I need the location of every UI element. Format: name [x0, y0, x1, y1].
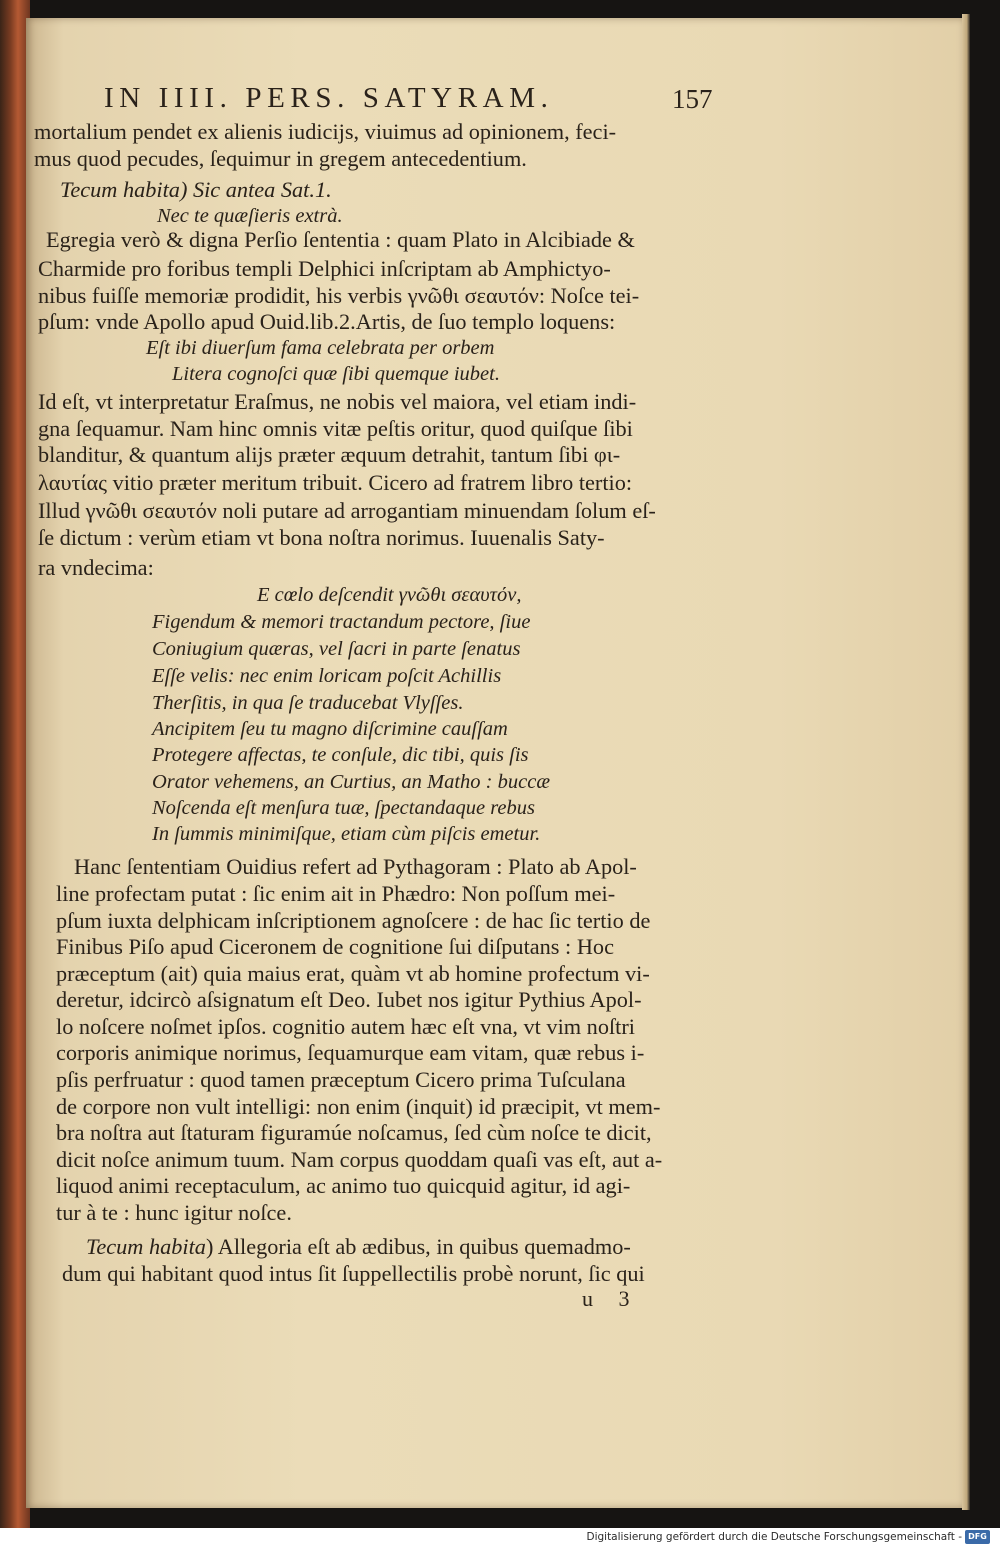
lemma-italic: Tecum habita	[86, 1234, 206, 1259]
text-line: Illud γνῶθι σεαυτόν noli putare ad arrogantiam minuendam ſolum eſ-	[38, 498, 656, 523]
dfg-logo-text: DFG	[968, 1532, 987, 1541]
verse-line: Orator vehemens, an Curtius, an Matho : buccæ	[152, 771, 550, 793]
page-number: 157	[672, 84, 713, 114]
verse-line: In ſummis minimiſque, etiam cùm piſcis emetur.	[152, 823, 541, 845]
text-line: pſis perfruatur : quod tamen præceptum Cicero prima Tuſculana	[56, 1067, 626, 1092]
verse-line: Figendum & memori tractandum pectore, ſiue	[152, 611, 531, 633]
text-line: Egregia verò & digna Perſio ſententia : quam Plato in Alcibiade &	[46, 227, 635, 252]
verse-line: Noſcenda eſt menſura tuæ, ſpectandaque rebus	[152, 797, 535, 819]
verse-line: Coniugium quæras, vel ſacri in parte ſenatus	[152, 638, 521, 660]
text-line: præceptum (ait) quia maius erat, quàm vt ab homine profectum vi-	[56, 961, 650, 986]
funding-credit: Digitalisierung gefördert durch die Deutsche Forschungsgemeinschaft -	[586, 1531, 962, 1543]
text-line: lo noſcere noſmet ipſos. cognitio autem hæc eſt vna, vt vim noſtri	[56, 1014, 635, 1039]
text-line: dum qui habitant quod intus ſit ſuppellectilis probè norunt, ſic qui	[62, 1261, 645, 1286]
text-line: bra noſtra aut ſtaturam figuramúe noſcamus, ſed cùm noſce te dicit,	[56, 1120, 652, 1145]
text-line: dicit noſce animum tuum. Nam corpus quoddam quaſi vas eſt, aut a-	[56, 1147, 663, 1172]
text-line: ſe dictum : verùm etiam vt bona noſtra norimus. Iuuenalis Saty-	[38, 525, 605, 550]
verse-line: Litera cognoſci quæ ſibi quemque iubet.	[172, 363, 500, 385]
text-line: de corpore non vult intelligi: non enim (inquit) id præcipit, vt mem-	[56, 1094, 661, 1119]
text-line: λαυτίας vitio præter meritum tribuit. Cicero ad fratrem libro tertio:	[38, 470, 633, 495]
text-line: mus quod pecudes, ſequimur in gregem antecedentium.	[34, 146, 527, 171]
verse-line: Nec te quæſieris extrà.	[157, 205, 343, 227]
verse-line: Eſt ibi diuerſum fama celebrata per orbem	[146, 337, 495, 359]
text-line: blanditur, & quantum alijs præter æquum detrahit, tantum ſibi φι-	[38, 442, 621, 467]
text-line: nibus fuiſſe memoriæ prodidit, his verbis γνῶθι σεαυτόν: Noſce tei-	[38, 283, 640, 308]
verse-line: E cœlo deſcendit γνῶθι σεαυτόν,	[257, 584, 522, 606]
signature-mark: u 3	[582, 1286, 640, 1311]
text-line: gna ſequamur. Nam hinc omnis vitæ peſtis oritur, quod quiſque ſibi	[38, 416, 633, 441]
text-line: Charmide pro foribus templi Delphici inſcriptam ab Amphictyo-	[38, 256, 611, 281]
text-line: Id eſt, vt interpretatur Eraſmus, ne nobis vel maiora, vel etiam indi-	[38, 389, 637, 414]
text-line: pſum iuxta delphicam inſcriptionem agnoſcere : de hac ſic tertio de	[56, 908, 651, 933]
verse-line: Therſitis, in qua ſe traducebat Vlyſſes.	[152, 692, 464, 714]
verse-line: Eſſe velis: nec enim loricam poſcit Achillis	[152, 665, 502, 687]
running-head: IN IIII. PERS. SATYRAM.	[104, 82, 554, 114]
lemma-line: Tecum habita) Sic antea Sat.1.	[60, 177, 332, 202]
text-line: Finibus Piſo apud Ciceronem de cognitione ſui diſputans : Hoc	[56, 934, 614, 959]
text-line: deretur, idcircò aſsignatum eſt Deo. Iubet nos igitur Pythius Apol-	[56, 987, 642, 1012]
text-line: mortalium pendet ex alienis iudicijs, viuimus ad opinionem, feci-	[34, 119, 617, 144]
verse-line: Ancipitem ſeu tu magno diſcrimine cauſſam	[152, 718, 508, 740]
text-line: Hanc ſententiam Ouidius refert ad Pythagoram : Plato ab Apol-	[74, 854, 637, 879]
text-line: ra vndecima:	[38, 555, 154, 580]
text-line: liquod animi receptaculum, ac animo tuo quicquid agitur, id agi-	[56, 1173, 631, 1198]
text-line: pſum: vnde Apollo apud Ouid.lib.2.Artis, de ſuo templo loquens:	[38, 309, 616, 334]
text-line: corporis animique norimus, ſequamurque eam vitam, quæ rebus i-	[56, 1040, 645, 1065]
lemma-line: Tecum habita) Allegoria eſt ab ædibus, in quibus quemadmo-	[86, 1234, 631, 1259]
text-line: tur à te : hunc igitur noſce.	[56, 1200, 292, 1225]
verse-line: Protegere affectas, te conſule, dic tibi, quis ſis	[152, 744, 529, 766]
dfg-logo	[965, 1530, 990, 1544]
text-line: line profectam putat : ſic enim ait in Phædro: Non poſſum mei-	[56, 881, 616, 906]
